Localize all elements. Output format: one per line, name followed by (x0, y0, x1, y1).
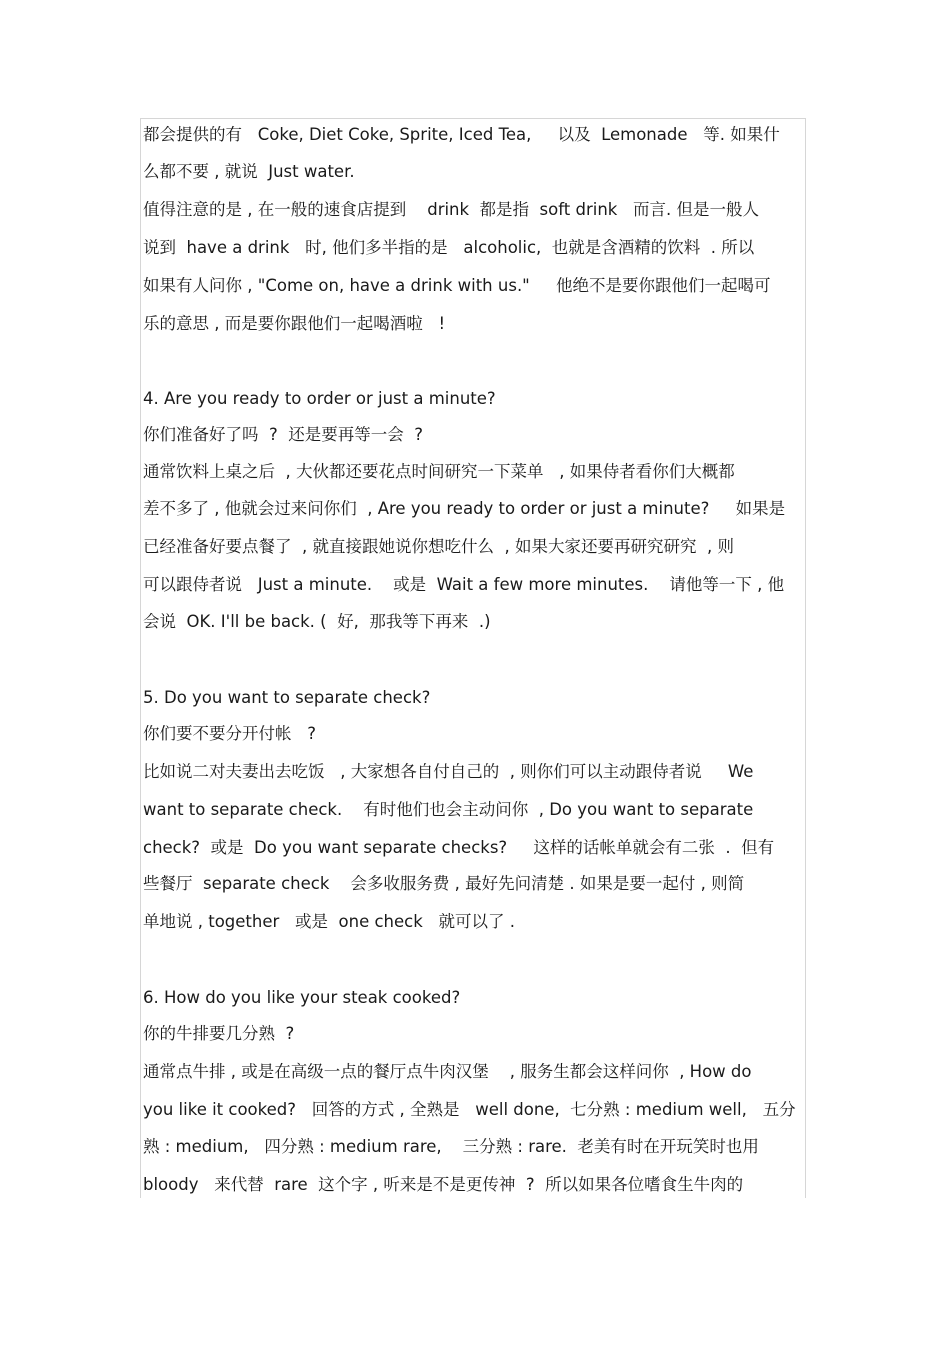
section-heading: 4. Are you ready to order or just a minute? (143, 389, 496, 408)
section-heading: 6. How do you like your steak cooked? (143, 988, 461, 1007)
text-line: 乐的意思 , 而是要你跟他们一起喝酒啦 ! (143, 314, 446, 333)
section-heading: 5. Do you want to separate check? (143, 688, 431, 707)
text-line: 都会提供的有 Coke, Diet Coke, Sprite, Iced Tea, 以及 Lemonade 等. 如果什 (143, 125, 780, 144)
text-line: check? 或是 Do you want separate checks? 这样的话帐单就会有二张 . 但有 (143, 838, 775, 857)
text-line: 单地说 , together 或是 one check 就可以了 . (143, 912, 515, 931)
text-line: want to separate check. 有时他们也会主动问你 , Do you want to separate (143, 800, 754, 819)
text-line: 差不多了 , 他就会过来问你们 , Are you ready to order or just a minute? 如果是 (143, 499, 786, 518)
text-line: 已经准备好要点餐了 , 就直接跟她说你想吃什么 , 如果大家还要再研究研究 , 则 (143, 537, 734, 556)
text-line: 比如说二对夫妻出去吃饭 , 大家想各自付自己的 , 则你们可以主动跟侍者说 We (143, 762, 754, 781)
text-line: bloody 来代替 rare 这个字 , 听来是不是更传神 ? 所以如果各位嗜食生牛肉的 (143, 1175, 744, 1194)
text-line: 么都不要 , 就说 Just water. (143, 162, 355, 181)
text-line: 你的牛排要几分熟 ? (143, 1024, 295, 1043)
text-line: 如果有人问你 , "Come on, have a drink with us." 他绝不是要你跟他们一起喝可 (143, 276, 771, 295)
text-line: 些餐厅 separate check 会多收服务费 , 最好先问清楚 . 如果是要一起付 , 则简 (143, 874, 745, 893)
text-line: 通常点牛排 , 或是在高级一点的餐厅点牛肉汉堡 , 服务生都会这样问你 , How do (143, 1062, 752, 1081)
text-line: 熟 : medium, 四分熟 : medium rare, 三分熟 : rare. 老美有时在开玩笑时也用 (143, 1137, 759, 1156)
text-line: 你们要不要分开付帐 ? (143, 724, 316, 743)
text-line: 你们准备好了吗 ? 还是要再等一会 ? (143, 425, 423, 444)
text-line: 通常饮料上桌之后 , 大伙都还要花点时间研究一下菜单 , 如果侍者看你们大概都 (143, 462, 735, 481)
text-line: 会说 OK. I'll be back. ( 好, 那我等下再来 .) (143, 612, 491, 631)
text-line: 说到 have a drink 时, 他们多半指的是 alcoholic, 也就是含酒精的饮料 . 所以 (143, 238, 755, 257)
text-line: 可以跟侍者说 Just a minute. 或是 Wait a few more minutes. 请他等一下 , 他 (143, 575, 785, 594)
text-line: 值得注意的是 , 在一般的速食店提到 drink 都是指 soft drink 而言. 但是一般人 (143, 200, 760, 219)
text-line: you like it cooked? 回答的方式 , 全熟是 well done, 七分熟 : medium well, 五分 (143, 1100, 796, 1119)
